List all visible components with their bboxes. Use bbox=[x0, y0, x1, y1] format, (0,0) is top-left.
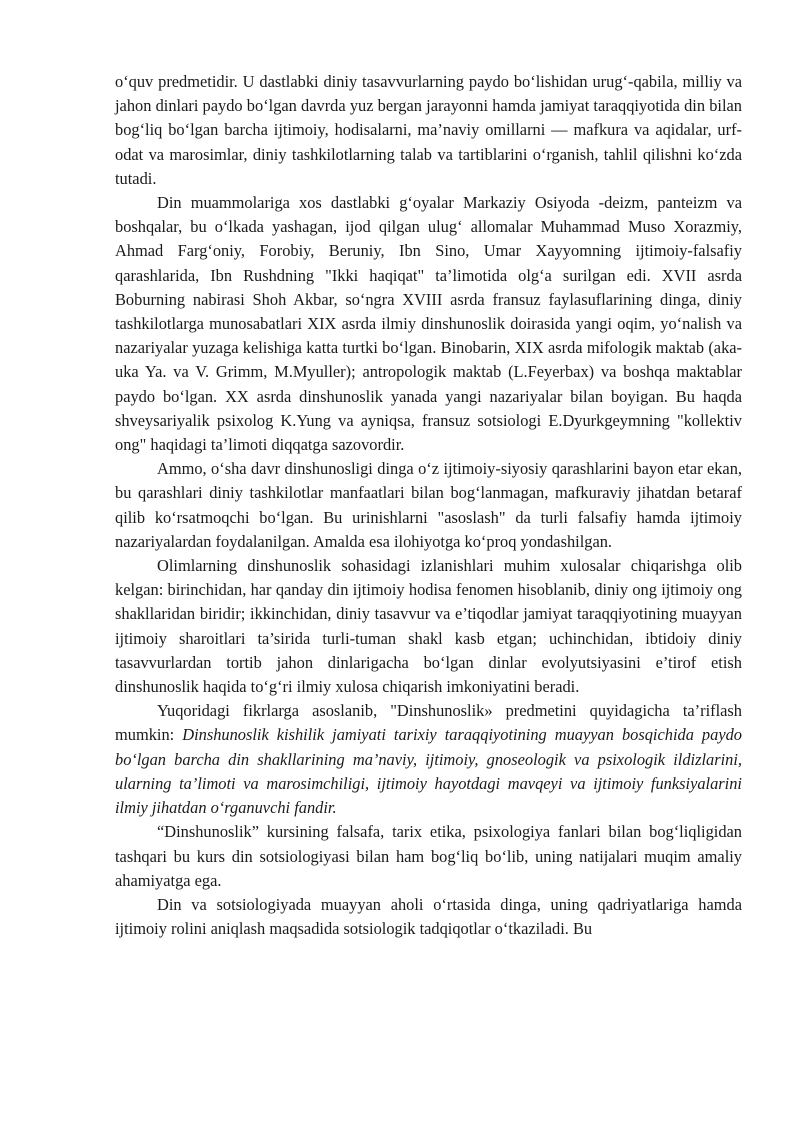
paragraph-3: Ammo, o‘sha davr dinshunosligi dinga o‘z ijtimoiy-siyosiy qarashlarini bayon etar ekan, bu qarashlari diniy tashkilotlar manfaatlari bilan bog‘lanmagan, mafkuraviy jihatdan betaraf qilib ko‘rsatmoqchi bo‘lgan. Bu urinishlarni "asoslash" da turli falsafiy hamda ijtimoiy nazariyalardan foydalanilgan. Amalda esa ilohiyotga ko‘proq yondashilgan. bbox=[115, 459, 742, 551]
paragraph-1: o‘quv predmetidir. U dastlabki diniy tasavvurlarning paydo bo‘lishidan urug‘-qabila, milliy va jahon dinlari paydo bo‘lgan davrda yuz bergan jarayonni hamda jamiyat taraqqiyotida din bilan bog‘liq bo‘lgan barcha ijtimoiy, hodisalarni, ma’naviy omillarni — mafkura va aqidalar, urf-odat va marosimlar, diniy tashkilotlarning talab va tartiblarini o‘rganish, tahlil qilishni ko‘zda tutadi. bbox=[115, 72, 742, 188]
definition-italic: Dinshunoslik kishilik jamiyati tarixiy taraqqiyotining muayyan bosqichida paydo bo‘lgan barcha din shakllarining ma’naviy, ijtimoiy, gnoseologik va psixologik ildizlarini, ularning ta’limoti va marosimchiligi, ijtimoiy hayotdagi mavqeyi va ijtimoiy funksiyalarini ilmiy jihatdan o‘rganuvchi fandir. bbox=[115, 725, 742, 818]
paragraph-5 bbox=[115, 699, 742, 820]
paragraph-7: Din va sotsiologiyada muayyan aholi o‘rtasida dinga, uning qadriyatlariga hamda ijtimoiy rolini aniqlash maqsadida sotsiologik tadqiqotlar o‘tkaziladi. Bu bbox=[115, 894, 742, 939]
paragraph-5-lead: Yuqoridagi fikrlarga asoslanib, "Dinshunoslik» predmetini quyidagicha ta’riflash mumkin: bbox=[115, 701, 742, 745]
paragraph-4: Olimlarning dinshunoslik sohasidagi izlanishlari muhim xulosalar chiqarishga olib kelgan: birinchidan, har qanday din ijtimoiy hodisa fenomen hisoblanib, diniy ong ijtimoiy ong shakllaridan biridir; ikkinchidan, diniy tasavvur va e’tiqodlar jamiyat taraqqiyotining muayyan ijtimoiy sharoitlari ta’sirida turli-tuman shakl kasb etgan; uchinchidan, ibtidoiy diniy tasavvurlardan tortib jahon dinlarigacha bo‘lgan dinlar evolyutsiyasini e’tirof etish dinshunoslik haqida to‘g‘ri ilmiy xulosa chiqarish imkoniyatini beradi. bbox=[115, 556, 742, 697]
paragraph-2: Din muammolariga xos dastlabki g‘oyalar Markaziy Osiyoda -deizm, panteizm va boshqalar, bu o‘lkada yashagan, ijod qilgan ulug‘ allomalar Muhammad Muso Xorazmiy, Ahmad Farg‘oniy, Forobiy, Beruniy, Ibn Sino, Umar Xayyomning ijtimoiy-falsafiy qarashlarida, Ibn Rushdning "Ikki haqiqat" ta’limotida olg‘a surilgan edi. XVII asrda Boburning nabirasi Shoh Akbar, so‘ngra XVIII asrda fransuz faylasuflarining dinga, diniy tashkilotlarga munosabatlari XIX asrda ilmiy dinshunoslik doirasida yangi oqim, yo‘nalish va nazariyalar yuzaga kelishiga katta turtki bo‘lgan. Binobarin, XIX asrda mifologik maktab (aka-uka Ya. va V. Grimm, M.Myuller); antropologik maktab (L.Feyerbax) va boshqa maktablar paydo bo‘lgan. XX asrda dinshunoslik yanada yangi nazariyalar bilan boyigan. Bu haqda shveysariyalik psixolog K.Yung va ayniqsa, fransuz sotsiologi E.Dyurkgeymning "kollektiv ong" haqidagi ta’limoti diqqatga sazovordir. bbox=[115, 193, 742, 455]
paragraph-6: “Dinshunoslik” kursining falsafa, tarix etika, psixologiya fanlari bilan bog‘liqligidan tashqari bu kurs din sotsiologiyasi bilan ham bog‘liq bo‘lib, uning natijalari muqim amaliy ahamiyatga ega. bbox=[115, 822, 742, 890]
body-text bbox=[115, 70, 742, 941]
